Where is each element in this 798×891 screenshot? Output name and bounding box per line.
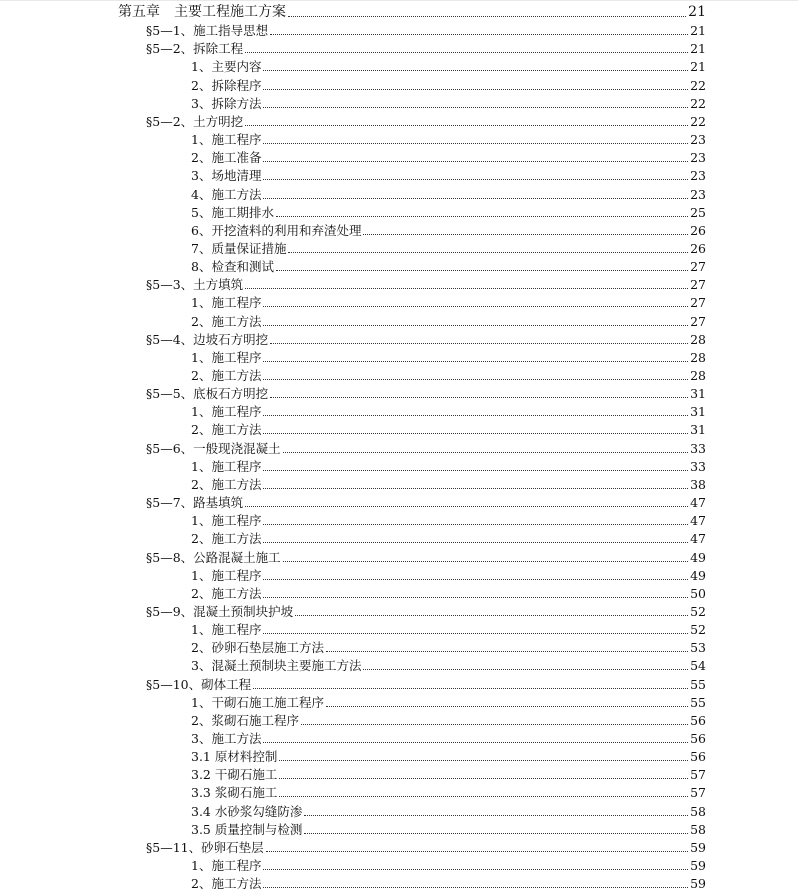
toc-page-number: 22 bbox=[690, 95, 706, 111]
toc-dot-leader bbox=[263, 524, 688, 525]
toc-subsection-entry[interactable] bbox=[191, 220, 706, 238]
toc-page-number: 22 bbox=[690, 113, 706, 129]
toc-subsection-entry[interactable] bbox=[191, 819, 706, 837]
toc-dot-leader bbox=[263, 179, 688, 180]
toc-page-number: 31 bbox=[690, 386, 706, 402]
toc-dot-leader bbox=[283, 561, 688, 562]
toc-entry-title: 3.1 原材料控制 bbox=[191, 749, 278, 765]
toc-page-number: 49 bbox=[690, 549, 706, 565]
toc-section-entry[interactable] bbox=[146, 492, 706, 510]
toc-subsection-entry[interactable] bbox=[191, 93, 706, 111]
toc-entry-title: §5—5、底板石方明挖 bbox=[146, 386, 269, 402]
toc-dot-leader bbox=[245, 52, 688, 53]
toc-entry-title: 2、施工方法 bbox=[191, 476, 262, 492]
toc-dot-leader bbox=[270, 34, 688, 35]
toc-subsection-entry[interactable] bbox=[191, 292, 706, 310]
toc-subsection-entry[interactable] bbox=[191, 474, 706, 492]
toc-page-number: 33 bbox=[690, 440, 706, 456]
toc-dot-leader bbox=[263, 361, 688, 362]
toc-entry-title: 2、施工方法 bbox=[191, 313, 262, 329]
toc-subsection-entry[interactable] bbox=[191, 419, 706, 437]
toc-dot-leader bbox=[263, 89, 688, 90]
toc-page-number: 55 bbox=[690, 694, 706, 710]
toc-section-entry[interactable] bbox=[146, 20, 706, 38]
toc-subsection-entry[interactable] bbox=[191, 873, 706, 891]
toc-page-number: 58 bbox=[690, 821, 706, 837]
toc-subsection-entry[interactable] bbox=[191, 637, 706, 655]
toc-page-number: 55 bbox=[690, 676, 706, 692]
toc-entry-title: 3、施工方法 bbox=[191, 731, 262, 746]
toc-dot-leader bbox=[288, 252, 688, 253]
toc-page-number: 52 bbox=[690, 603, 706, 619]
toc-page-number: 21 bbox=[690, 23, 706, 39]
toc-dot-leader bbox=[263, 198, 688, 199]
toc-subsection-entry[interactable] bbox=[191, 746, 706, 764]
toc-page-number: 31 bbox=[690, 404, 706, 420]
toc-dot-leader bbox=[263, 887, 688, 888]
toc-entry-title: 6、开挖渣料的利用和弃渣处理 bbox=[191, 222, 362, 238]
toc-page-number: 27 bbox=[690, 259, 706, 275]
toc-subsection-entry[interactable] bbox=[191, 238, 706, 256]
toc-subsection-entry[interactable] bbox=[191, 565, 706, 583]
toc-section-entry[interactable] bbox=[146, 274, 706, 292]
toc-dot-leader bbox=[279, 796, 688, 797]
toc-entry-title: §5—6、一般现浇混凝土 bbox=[146, 440, 281, 456]
toc-entry-title: 3、混凝土预制块主要施工方法 bbox=[191, 658, 362, 674]
top-divider bbox=[0, 0, 798, 1]
toc-page-number: 28 bbox=[690, 368, 706, 383]
toc-entry-title: 3、拆除方法 bbox=[191, 95, 262, 111]
toc-page-number: 50 bbox=[690, 585, 706, 601]
toc-subsection-entry[interactable] bbox=[191, 147, 706, 165]
toc-subsection-entry[interactable] bbox=[191, 165, 706, 183]
toc-subsection-entry[interactable] bbox=[191, 801, 706, 819]
toc-entry-title: §5—9、混凝土预制块护坡 bbox=[146, 603, 294, 619]
toc-section-entry[interactable] bbox=[146, 329, 706, 347]
toc-page-number: 27 bbox=[690, 295, 706, 311]
toc-page-number: 33 bbox=[690, 458, 706, 474]
toc-entry-title: 1、施工程序 bbox=[191, 858, 262, 874]
toc-page-number: 56 bbox=[690, 731, 706, 746]
toc-entry-title: 3.5 质量控制与检测 bbox=[191, 821, 303, 837]
toc-entry-title: 2、施工方法 bbox=[191, 876, 262, 891]
toc-page-number: 23 bbox=[690, 186, 706, 202]
toc-dot-leader bbox=[263, 542, 688, 543]
toc-subsection-entry[interactable] bbox=[191, 510, 706, 528]
toc-entry-title: 8、检查和测试 bbox=[191, 259, 274, 275]
toc-subsection-entry[interactable] bbox=[191, 311, 706, 329]
toc-entry-title: 5、施工期排水 bbox=[191, 204, 274, 220]
toc-entry-title: §5—7、路基填筑 bbox=[146, 495, 244, 511]
toc-entry-title: 2、施工方法 bbox=[191, 585, 262, 601]
toc-page-number: 21 bbox=[690, 41, 706, 57]
toc-subsection-entry[interactable] bbox=[191, 728, 706, 746]
toc-dot-leader bbox=[263, 470, 688, 471]
toc-subsection-entry[interactable] bbox=[191, 655, 706, 673]
toc-dot-leader bbox=[263, 742, 688, 743]
toc-subsection-entry[interactable] bbox=[191, 129, 706, 147]
toc-subsection-entry[interactable] bbox=[191, 528, 706, 546]
toc-page-number: 21 bbox=[688, 4, 706, 20]
toc-dot-leader bbox=[263, 161, 688, 162]
toc-entry-title: §5—10、砌体工程 bbox=[146, 676, 252, 692]
toc-dot-leader bbox=[270, 343, 688, 344]
toc-page-number: 52 bbox=[690, 622, 706, 638]
toc-page-number: 47 bbox=[690, 513, 706, 529]
toc-dot-leader bbox=[283, 452, 688, 453]
toc-page-number: 59 bbox=[690, 858, 706, 874]
toc-entry-title: 1、施工程序 bbox=[191, 622, 262, 638]
toc-subsection-entry[interactable] bbox=[191, 710, 706, 728]
toc-entry-title: §5—2、拆除工程 bbox=[146, 41, 244, 57]
toc-page-number: 38 bbox=[690, 476, 706, 492]
toc-entry-title: 3.3 浆砌石施工 bbox=[191, 785, 278, 801]
toc-dot-leader bbox=[263, 415, 688, 416]
toc-dot-leader bbox=[263, 70, 688, 71]
toc-subsection-entry[interactable] bbox=[191, 456, 706, 474]
toc-subsection-entry[interactable] bbox=[191, 184, 706, 202]
toc-page-number: 57 bbox=[690, 767, 706, 783]
toc-dot-leader bbox=[263, 433, 688, 434]
toc-entry-title: 3.2 干砌石施工 bbox=[191, 767, 278, 783]
toc-dot-leader bbox=[304, 815, 688, 816]
toc-section-entry[interactable] bbox=[146, 38, 706, 56]
toc-dot-leader bbox=[279, 760, 688, 761]
toc-dot-leader bbox=[288, 16, 686, 17]
toc-dot-leader bbox=[263, 379, 688, 380]
toc-page-number: 26 bbox=[690, 222, 706, 238]
toc-entry-title: 2、浆砌石施工程序 bbox=[191, 712, 299, 728]
toc-dot-leader bbox=[263, 579, 688, 580]
toc-entry-title: §5—2、土方明挖 bbox=[146, 113, 244, 129]
toc-entry-title: 1、施工程序 bbox=[191, 404, 262, 420]
toc-dot-leader bbox=[266, 851, 688, 852]
toc-entry-title: §5—4、边坡石方明挖 bbox=[146, 331, 269, 347]
toc-page-number: 57 bbox=[690, 785, 706, 801]
toc-entry-title: 1、施工程序 bbox=[191, 567, 262, 583]
toc-subsection-entry[interactable] bbox=[191, 256, 706, 274]
toc-dot-leader bbox=[326, 706, 688, 707]
toc-dot-leader bbox=[279, 778, 688, 779]
toc-dot-leader bbox=[263, 869, 688, 870]
toc-page-number: 22 bbox=[690, 77, 706, 93]
toc-subsection-entry[interactable] bbox=[191, 347, 706, 365]
toc-page-number: 59 bbox=[690, 839, 706, 855]
toc-dot-leader bbox=[263, 306, 688, 307]
toc-entry-title: 1、主要内容 bbox=[191, 59, 262, 75]
toc-dot-leader bbox=[263, 597, 688, 598]
toc-entry-title: 2、拆除程序 bbox=[191, 77, 262, 93]
toc-page-number: 56 bbox=[690, 712, 706, 728]
toc-dot-leader bbox=[276, 270, 688, 271]
toc-page-number: 28 bbox=[690, 331, 706, 347]
toc-entry-title: §5—8、公路混凝土施工 bbox=[146, 549, 281, 565]
toc-dot-leader bbox=[301, 724, 688, 725]
toc-page-number: 31 bbox=[690, 422, 706, 438]
toc-page-number: 25 bbox=[690, 204, 706, 220]
toc-page-number: 47 bbox=[690, 531, 706, 547]
toc-page-number: 49 bbox=[690, 567, 706, 583]
toc-dot-leader bbox=[245, 288, 688, 289]
toc-section-entry[interactable] bbox=[146, 837, 706, 855]
toc-subsection-entry[interactable] bbox=[191, 75, 706, 93]
toc-section-entry[interactable] bbox=[146, 383, 706, 401]
toc-page-number: 53 bbox=[690, 640, 706, 656]
toc-entry-title: 1、施工程序 bbox=[191, 295, 262, 311]
toc-entry-title: §5—1、施工指导思想 bbox=[146, 23, 269, 39]
toc-subsection-entry[interactable] bbox=[191, 782, 706, 800]
toc-entry-title: 3.4 水砂浆勾缝防渗 bbox=[191, 803, 303, 819]
toc-entry-title: 第五章 主要工程施工方案 bbox=[118, 4, 286, 20]
toc-section-entry[interactable] bbox=[146, 674, 706, 692]
toc-page-number: 23 bbox=[690, 168, 706, 184]
toc-subsection-entry[interactable] bbox=[191, 56, 706, 74]
toc-dot-leader bbox=[263, 633, 688, 634]
toc-dot-leader bbox=[263, 488, 688, 489]
toc-entry-title: 2、施工方法 bbox=[191, 531, 262, 547]
toc-section-entry[interactable] bbox=[146, 547, 706, 565]
toc-subsection-entry[interactable] bbox=[191, 764, 706, 782]
toc-dot-leader bbox=[245, 125, 688, 126]
toc-subsection-entry[interactable] bbox=[191, 583, 706, 601]
toc-subsection-entry[interactable] bbox=[191, 692, 706, 710]
toc-page-number: 47 bbox=[690, 495, 706, 511]
toc-entry-title: 2、施工准备 bbox=[191, 150, 262, 166]
toc-page-number: 26 bbox=[690, 240, 706, 256]
toc-entry-title: §5—11、砂卵石垫层 bbox=[146, 839, 264, 855]
toc-page-number: 58 bbox=[690, 803, 706, 819]
toc-entry-title: 1、施工程序 bbox=[191, 132, 262, 148]
toc-dot-leader bbox=[263, 107, 688, 108]
toc-subsection-entry[interactable] bbox=[191, 619, 706, 637]
toc-dot-leader bbox=[295, 615, 688, 616]
toc-dot-leader bbox=[253, 688, 688, 689]
toc-page-number: 23 bbox=[690, 132, 706, 148]
toc-dot-leader bbox=[304, 833, 688, 834]
toc-dot-leader bbox=[363, 669, 688, 670]
toc-dot-leader bbox=[363, 234, 688, 235]
toc-dot-leader bbox=[263, 143, 688, 144]
toc-entry-title: 4、施工方法 bbox=[191, 186, 262, 202]
toc-entry-title: 7、质量保证措施 bbox=[191, 240, 287, 256]
toc-dot-leader bbox=[245, 506, 688, 507]
toc-entry-title: §5—3、土方填筑 bbox=[146, 277, 244, 293]
toc-subsection-entry[interactable] bbox=[191, 365, 706, 383]
toc-entry-title: 1、施工程序 bbox=[191, 513, 262, 529]
toc-subsection-entry[interactable] bbox=[191, 855, 706, 873]
toc-dot-leader bbox=[263, 325, 688, 326]
toc-page-number: 23 bbox=[690, 150, 706, 166]
toc-page-number: 59 bbox=[690, 876, 706, 891]
toc-page-number: 54 bbox=[690, 658, 706, 674]
toc-entry-title: 1、施工程序 bbox=[191, 458, 262, 474]
toc-entry-title: 1、施工程序 bbox=[191, 349, 262, 365]
toc-chapter-entry[interactable] bbox=[118, 2, 706, 20]
toc-page-number: 28 bbox=[690, 349, 706, 365]
toc-section-entry[interactable] bbox=[146, 601, 706, 619]
toc-subsection-entry[interactable] bbox=[191, 401, 706, 419]
toc-section-entry[interactable] bbox=[146, 438, 706, 456]
toc-page-number: 56 bbox=[690, 749, 706, 765]
toc-entry-title: 2、砂卵石垫层施工方法 bbox=[191, 640, 324, 656]
toc-page-number: 27 bbox=[690, 313, 706, 329]
toc-section-entry[interactable] bbox=[146, 111, 706, 129]
toc-page-number: 21 bbox=[690, 59, 706, 75]
toc-dot-leader bbox=[326, 651, 688, 652]
toc-page-number: 27 bbox=[690, 277, 706, 293]
toc-dot-leader bbox=[276, 216, 688, 217]
toc-dot-leader bbox=[270, 397, 688, 398]
toc-entry-title: 2、施工方法 bbox=[191, 368, 262, 383]
toc-subsection-entry[interactable] bbox=[191, 202, 706, 220]
toc-entry-title: 3、场地清理 bbox=[191, 168, 262, 184]
toc-entry-title: 1、干砌石施工施工程序 bbox=[191, 694, 324, 710]
toc-entry-title: 2、施工方法 bbox=[191, 422, 262, 438]
